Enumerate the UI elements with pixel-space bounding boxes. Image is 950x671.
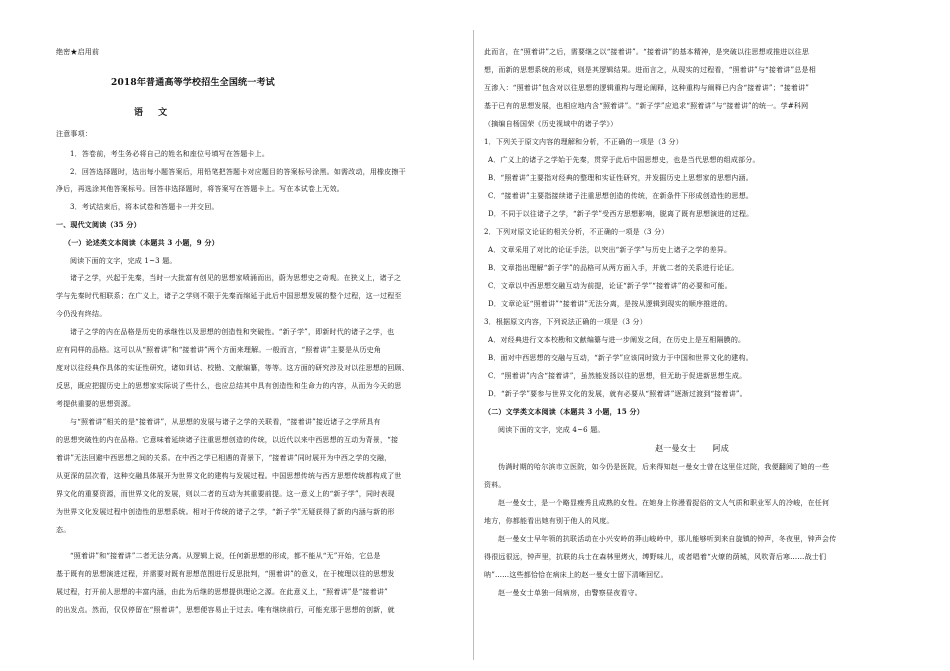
paragraph-line: 展过程，打开前人思想的丰富内涵，由此为后继的思想提供理论之源。在此意义上，“照着讲”是“接着讲” [56, 588, 388, 596]
paragraph-line: 反思，既应把握历史上的思想家实际说了些什么，也应总结其中具有创造性和生命力的内容，从而为今天的思 [56, 382, 402, 390]
q2-option-a: A．文章采用了对比的论证手法，以突出“新子学”与历史上诸子之学的差异。 [488, 246, 732, 254]
q1-option-d: D．不同于以往诸子之学，“新子学”受西方思想影响，脱离了既有思想演进的过程。 [488, 210, 754, 218]
q2-option-d: D．文章论证“照着讲”“接着讲”无法分离，是按从逻辑到现实的顺序推进的。 [488, 300, 733, 308]
confidential-label: 绝密★启用前 [56, 48, 100, 56]
story-line: 赵一曼女士早年领的抗联活动在小兴安岭的莽山峻岭中，那儿能够听到来自旋镇的钟声，冬夜里，钟声会传 [498, 535, 837, 543]
paragraph-line: 诸子之学，兴起于先秦，当时一大批富有创见的思想家喷涌而出，蔚为思想史之奇观。在狭义上，诸子之 [70, 274, 402, 282]
q1-option-b: B．“照着讲”主要指对经典的整理和实证性研究，并发掘历史上思想家的思想内涵。 [488, 174, 753, 182]
q3-option-d: D．“新子学”要参与世界文化的发展，就有必要从“照着讲”逐渐过渡到“接着讲”。 [488, 390, 747, 398]
paragraph-line: 着讲”无法回避中西思想之间的关系。在中西之学已相遇的背景下，“接着讲”同时展开为中西之学的交融， [56, 454, 392, 462]
subsection-heading-1: （一）论述类文本阅读（本题共 3 小题，9 分） [64, 238, 219, 247]
notice-heading: 注意事项： [56, 130, 92, 138]
story-line: 赵一曼女士单独一间病房，由警察昼夜看守。 [498, 589, 642, 597]
notice-item-3: 3．考试结束后，将本试卷和答题卡一并交回。 [70, 203, 219, 211]
section-heading-1: 一、现代文阅读（35 分） [56, 220, 141, 229]
column-divider [473, 30, 474, 660]
q3-option-a: A．对经典进行文本校勘和文献编纂与进一步阐发之间，在历史上是互相隔膜的。 [488, 336, 746, 344]
question-2: 2．下列对原文论证的相关分析，不正确的一项是（3 分） [484, 228, 669, 236]
story-line: 赵一曼女士，是一个略显瘦秀且成熟的女性。在她身上你漫看捉俗的文人气质和职业军人的冷峻，在任何 [498, 499, 830, 507]
paragraph-line: 与“照着讲”相关的是“接着讲”，从思想的发展与诸子之学的关联看，“接着讲”接近诸子之学所具有 [70, 418, 381, 426]
paragraph-line: 从更深的层次看，这种交融具体展开为世界文化的建构与发展过程。中国思想传统与西方思想传统都构成了世 [56, 472, 402, 480]
paragraph-line: 为世界文化发展过程中创造性的思想系统。相对于传统的诸子之学，“新子学”无疑获得了新的内涵与新的形 [56, 508, 395, 516]
exam-title: 2018年普通高等学校招生全国统一考试 [111, 78, 275, 88]
paragraph-line: 基于既有的思想演进过程，并需要对既有思想范围进行反思批判，“照着讲”的意义，在于梳理以往的思想发 [56, 570, 395, 578]
paragraph-line: 考提供重要的思想资源。 [56, 400, 136, 408]
paragraph-line: 想，而新的思想系统的形成，则是其逻辑结果。进而言之，从现实的过程看，“照着讲”与“接着讲”总是相 [484, 66, 816, 74]
q1-option-c: C．“接着讲”主要指接续诸子注重思想创造的传统，在新条件下形成创造性的思想。 [488, 192, 754, 200]
reading-instruction-1: 阅读下面的文字，完成 1~3 题。 [70, 257, 177, 265]
reading-instruction-2: 阅读下面的文字，完成 4~6 题。 [498, 426, 605, 434]
story-line: 得很远很远，钟声里，抗联的兵士在森林里烤火，缚野味儿，或者唱着“火燎的荫城，风吹背后寒……战士们 [484, 553, 827, 561]
paragraph-line: “照着讲”和“接着讲”二者无法分离。从逻辑上说，任何新思想的形成，都不能从“无”开始，它总是 [70, 552, 381, 560]
paragraph-line: 基于已有的思想发展，也相应地内含“照着讲”。“新子学”应追求“照着讲”与“接着讲”的统一。学#科网 [484, 102, 809, 110]
paragraph-line: 学与先秦时代相联系；在广义上，诸子之学则不限于先秦而绵延于此后中国思想发展的整个过程，这一过程至 [56, 292, 402, 300]
notice-item-2-cont: 净后，再选涂其他答案标号。回答非选择题时，将答案写在答题卡上。写在本试卷上无效。 [56, 185, 344, 193]
source-citation: （摘编自杨国荣《历史视域中的诸子学》） [484, 120, 618, 128]
notice-item-1: 1．答卷前，考生务必将自己的姓名和座位号填写在答题卡上。 [70, 150, 270, 158]
q1-option-a: A．广义上的诸子之学始于先秦，贯穿于此后中国思想史，也是当代思想的组成部分。 [488, 156, 760, 164]
story-title: 赵一曼女士 阿成 [655, 444, 729, 453]
story-line: 地方，你都能看出她有别于他人的风度。 [484, 517, 614, 525]
paragraph-line: 的出发点。然而，仅仅停留在“照着讲”，思想便容易止于过去。唯有继续前行，可能充那于思想的创新，就 [56, 606, 395, 614]
story-line: 伪满时期的哈尔滨市立医院，如今仍是医院，后来得知赵一曼女士曾在这里住过院，我便翻阅了她的一些 [498, 463, 830, 471]
question-1: 1．下列关于原文内容的理解和分析，不正确的一项是（3 分） [484, 138, 683, 146]
story-line: 呐”……这些都恰恰在病床上的赵一曼女士留下清晰回忆。 [484, 571, 668, 579]
q2-option-b: B．文章指出理解“新子学”的品格可从两方面入手，并就二者的关系进行论证。 [488, 264, 739, 272]
subsection-heading-2: （二）文学类文本阅读（本题共 3 小题，15 分） [484, 407, 644, 416]
q3-option-c: C．“照着讲”内含“接着讲”，虽然能发扬以往的思想，但无助于促进新思想生成。 [488, 372, 747, 380]
q3-option-b: B．面对中西思想的交融与互动，“新子学”应该同时致力于中国和世界文化的建构。 [488, 354, 753, 362]
paragraph-line: 此而言，在“照着讲”之后，需要继之以“接着讲”。“接着讲”的基本精神，是突破以往思想或推进以往思 [484, 48, 810, 56]
paragraph-line: 度对以往经典作具体的实证性研究，诸如训诂、校勘、文献编纂，等等。这方面的研究涉及对以往思想的回顾、 [56, 364, 409, 372]
paragraph-line: 的思想突破性的内在品格。它意味着延续诸子注重思想创造的传统，以近代以来中西思想的互动为背景，“接 [56, 436, 399, 444]
paragraph-line: 今仍没有终结。 [56, 310, 107, 318]
paragraph-line: 态。 [56, 526, 71, 534]
paragraph-line: 应有同样的品格。这可以从“照着讲”和“接着讲”两个方面来理解。一般而言，“照着讲”主要是从历史角 [56, 346, 382, 354]
paragraph-line: 界文化的重要资源，而世界文化的发展，则以二者的互动为其重要前提。这一意义上的“新子学”，同时表现 [56, 490, 395, 498]
paragraph-line: 互渗入：“照着讲”包含对以往思想的逻辑重构与理论阐释，这种重构与阐释已内含“接着讲”；“接着讲” [484, 84, 810, 92]
q2-option-c: C．文章以中西思想交融互动为前提，论证“新子学”“接着讲”的必要和可能。 [488, 282, 732, 290]
story-line: 资料。 [484, 481, 506, 489]
paragraph-line: 诸子之学的内在品格是历史的承继性以及思想的创造性和突破性。“新子学”，即新时代的诸子之学，也 [70, 328, 395, 336]
subject-title: 语 文 [134, 108, 174, 118]
notice-item-2: 2．回答选择题时，选出每小题答案后，用铅笔把答题卡对应题目的答案标号涂黑。如需改动，用橡皮擦干 [70, 168, 406, 176]
question-3: 3．根据原文内容，下列说法正确的一项是（3 分） [484, 318, 647, 326]
